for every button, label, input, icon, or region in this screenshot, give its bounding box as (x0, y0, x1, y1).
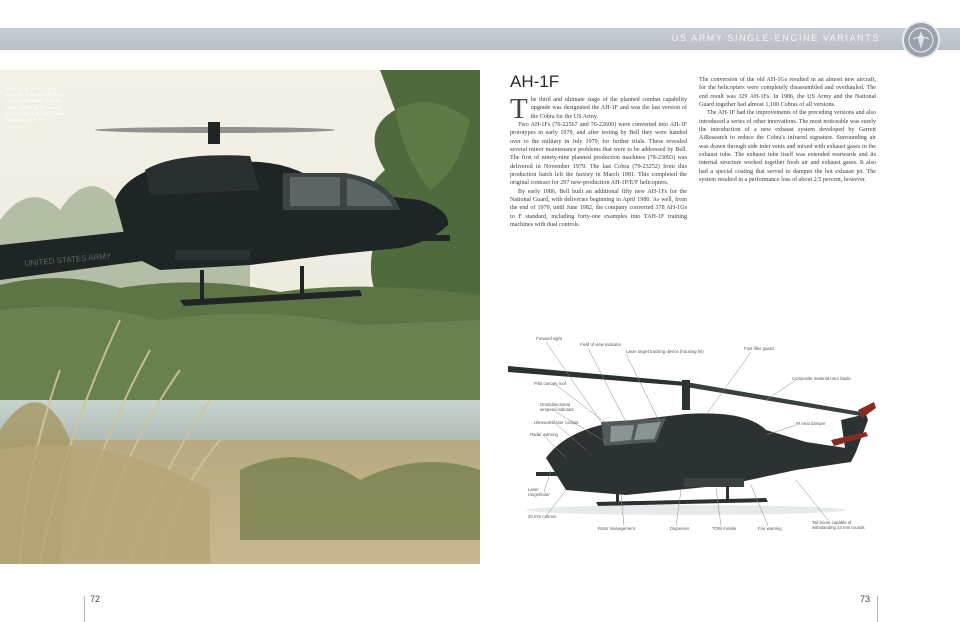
diagram-label: Ultraviolet/laser cockpit (534, 420, 579, 425)
diagram-label: Composite material rotor blade (792, 376, 851, 381)
ah1f-diagram (506, 330, 886, 545)
paragraph: The third and ultimate stage of the planned combat capability upgrade was designated the AH-1F and was the last version of the Cobra for the US Army. (510, 93, 687, 125)
cobra-photograph (0, 70, 480, 564)
folio-rule (877, 596, 878, 622)
text-column-left (510, 93, 687, 230)
diagram-label: Omnidirectional airspeed indicator (540, 402, 574, 412)
diagram-label: Laser target tracking device (housing fin) (626, 349, 704, 354)
diagram-label: Radar warning (530, 432, 558, 437)
diagram-label: IR heat damper (796, 421, 826, 426)
diagram-label: Laser rangefinder (528, 487, 550, 497)
page-number-right: 73 (860, 594, 871, 604)
fuselage-marking: UNITED STATES ARMY (24, 251, 112, 268)
paragraph: Two AH-1Fs (76-22567 and 76-22600) were converted into AH-1F prototypes in early 1979, and after testing by Bell they were handed over to the military in July 1979, for further trials. These revealed several minor maintenance problems that were to be addressed by Bell. The first of ninety-nine planned production machines (78-23093) was delivered in November 1979. The last Cobra (79-23252) from this production batch left the factory in March 1981. This completed the original contract for 297 new-production AH-1P/E/F helicopters. (510, 122, 687, 187)
diagram-label: Forward sight (536, 336, 563, 341)
photo-caption: A US Army AH-1F during Exercise Gold Shield held in Honduras in 1987. Note the cable cutters on the canopy roof and beneath the forward fuselage. US Army (6, 86, 65, 123)
diagram-label: Field of view indicator (580, 342, 622, 347)
diagram-label: TOW missile (712, 526, 737, 531)
diagram-label: 20 mm cannon (528, 514, 557, 519)
paragraph: The conversion of the old AH-1Gs resulted in an almost new aircraft, for the helicopters were completely disassembled and overhauled. The end result was 329 AH-1Fs. In 1986, the US Army and the National Guard together had almost 1,100 Cobras of all versions. (699, 77, 876, 109)
article-title: AH-1F (510, 72, 560, 91)
diagram-label: Fuel filler guard (744, 346, 774, 351)
diagram-label: Fire warning (758, 526, 782, 531)
drop-cap: T (510, 93, 528, 125)
diagram-label: Tail boom capable of withstanding 23 mm rounds (812, 520, 865, 530)
chapter-title: US ARMY SINGLE-ENGINE VARIANTS (671, 33, 880, 43)
diagram-label: Pilot canopy roof (534, 381, 567, 386)
diagram-label: Dispenser (670, 526, 690, 531)
page-number-left: 72 (90, 594, 101, 604)
diagram-label: Rotor management (598, 526, 635, 531)
folio-rule (84, 596, 85, 622)
paragraph: The AH-1F had the improvements of the preceding versions and also introduced a series of other innovations. The most noticeable was surely the introduction of a new exhaust system developed by Garrett AiResearch to reduce the Cobra's infrared signature. Surrounding air was drawn through side inlet vents and mixed with exhaust gases in the exhaust tube. The exhaust tube itself was extended rearwards and its internal structure worked together fresh air and exhaust gases. It also had a special coating that served to dampen the hot exhaust jet. The system resulted in a performance loss of about 2.5 percent, however. (699, 110, 876, 184)
army-emblem-icon (902, 21, 940, 59)
text-column-right (699, 76, 876, 184)
paragraph: By early 1986, Bell built an additional fifty new AH-1Fs for the National Guard, with deliveries beginning in April 1980. As well, from the end of 1979, until June 1982, the company converted 378 AH-1Gs to F standard, including forty-one examples into TAH-1F training machines with dual controls. (510, 188, 687, 229)
